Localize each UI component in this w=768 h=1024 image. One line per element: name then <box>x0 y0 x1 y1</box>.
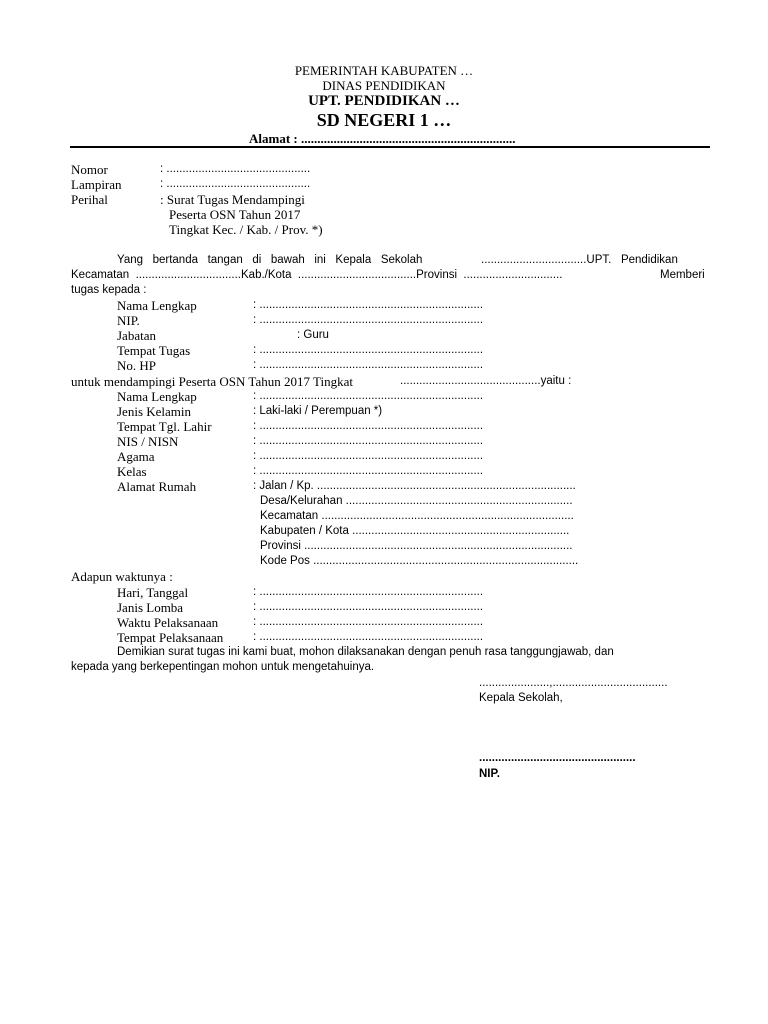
signature-title: Kepala Sekolah, <box>479 692 563 704</box>
letterhead-divider <box>70 146 710 148</box>
student-kelas-label: Kelas <box>117 464 147 479</box>
student-alamat-kecamatan: Kecamatan ............................................................................... <box>260 510 574 522</box>
closing-line-1: Demikian surat tugas ini kami buat, mohon dilaksanakan dengan penuh rasa tanggungjawab, dan <box>117 646 614 658</box>
student-nama-label: Nama Lengkap <box>117 389 197 404</box>
teacher-hp-label: No. HP <box>117 358 157 373</box>
student-jenis-kelamin-label: Jenis Kelamin <box>117 404 192 419</box>
letterhead-line-2: DINAS PENDIDIKAN <box>322 78 446 93</box>
student-alamat-provinsi: Provinsi .................................................................................... <box>260 540 573 552</box>
perihal-value-line-2: Peserta OSN Tahun 2017 <box>169 207 301 222</box>
intro-line-1-b: .................................UPT. Pendidikan <box>481 254 678 266</box>
student-agama-label: Agama <box>117 449 155 464</box>
teacher-nip-label: NIP. <box>117 313 140 328</box>
lampiran-value: : ............................................. <box>160 178 311 190</box>
letterhead-school-name: SD NEGERI 1 … <box>316 110 452 130</box>
student-ttl-label: Tempat Tgl. Lahir <box>117 419 212 434</box>
teacher-tempat-tugas-label: Tempat Tugas <box>117 343 191 358</box>
student-intro-a: untuk mendampingi Peserta OSN Tahun 2017 Tingkat <box>71 374 353 389</box>
closing-line-2: kepada yang berkepentingan mohon untuk mengetahuinya. <box>71 661 375 673</box>
teacher-jabatan-label: Jabatan <box>117 328 156 343</box>
perihal-label: Perihal <box>71 192 108 207</box>
schedule-waktu-label: Waktu Pelaksanaan <box>117 615 219 630</box>
teacher-hp-value: : ...................................................................... <box>253 359 484 371</box>
student-alamat-desa: Desa/Kelurahan ....................................................................... <box>260 495 573 507</box>
schedule-lomba-value: : ...................................................................... <box>253 601 484 613</box>
signature-name-line: ................................................. <box>479 752 636 764</box>
signature-place-date: ......................,.................................... <box>479 677 668 689</box>
schedule-hari-value: : ...................................................................... <box>253 586 484 598</box>
intro-line-2-a: Kecamatan .................................Kab./Kota .....................................Provinsi ............................... <box>71 269 563 281</box>
student-intro-b: ............................................yaitu : <box>400 375 572 387</box>
intro-line-1-a: Yang bertanda tangan di bawah ini Kepala Sekolah <box>117 254 423 266</box>
student-kelas-value: : ...................................................................... <box>253 465 484 477</box>
student-jenis-kelamin-value: : Laki-laki / Perempuan *) <box>253 405 383 417</box>
intro-line-3: tugas kepada : <box>71 284 147 296</box>
perihal-value-line-1: : Surat Tugas Mendampingi <box>160 192 305 207</box>
letterhead-address: Alamat : .................................................................. <box>249 131 516 146</box>
nomor-value: : ............................................. <box>160 163 311 175</box>
teacher-nama-label: Nama Lengkap <box>117 298 197 313</box>
schedule-intro: Adapun waktunya : <box>71 569 173 584</box>
student-nama-value: : ...................................................................... <box>253 390 484 402</box>
letterhead-line-1: PEMERINTAH KABUPATEN … <box>294 63 474 78</box>
student-agama-value: : ...................................................................... <box>253 450 484 462</box>
student-alamat-jalan: : Jalan / Kp. ................................................................................. <box>253 480 576 492</box>
schedule-waktu-value: : ...................................................................... <box>253 616 484 628</box>
letterhead-line-3: UPT. PENDIDIKAN … <box>308 93 460 109</box>
schedule-tempat-value: : ...................................................................... <box>253 631 484 643</box>
schedule-tempat-label: Tempat Pelaksanaan <box>117 630 224 645</box>
nomor-label: Nomor <box>71 162 108 177</box>
signature-nip: NIP. <box>479 768 500 780</box>
perihal-value-line-3: Tingkat Kec. / Kab. / Prov. *) <box>169 222 323 237</box>
schedule-lomba-label: Janis Lomba <box>117 600 184 615</box>
student-ttl-value: : ...................................................................... <box>253 420 484 432</box>
student-nis-label: NIS / NISN <box>117 434 179 449</box>
teacher-tempat-tugas-value: : ...................................................................... <box>253 344 484 356</box>
student-alamat-label: Alamat Rumah <box>117 479 197 494</box>
student-alamat-kodepos: Kode Pos ................................................................................... <box>260 555 579 567</box>
teacher-nip-value: : ...................................................................... <box>253 314 484 326</box>
student-alamat-kabupaten: Kabupaten / Kota .................................................................... <box>260 525 570 537</box>
teacher-jabatan-value: : Guru <box>297 329 329 341</box>
lampiran-label: Lampiran <box>71 177 122 192</box>
student-nis-value: : ...................................................................... <box>253 435 484 447</box>
schedule-hari-label: Hari, Tanggal <box>117 585 189 600</box>
teacher-nama-value: : ...................................................................... <box>253 299 484 311</box>
intro-line-2-b: Memberi <box>660 269 705 281</box>
